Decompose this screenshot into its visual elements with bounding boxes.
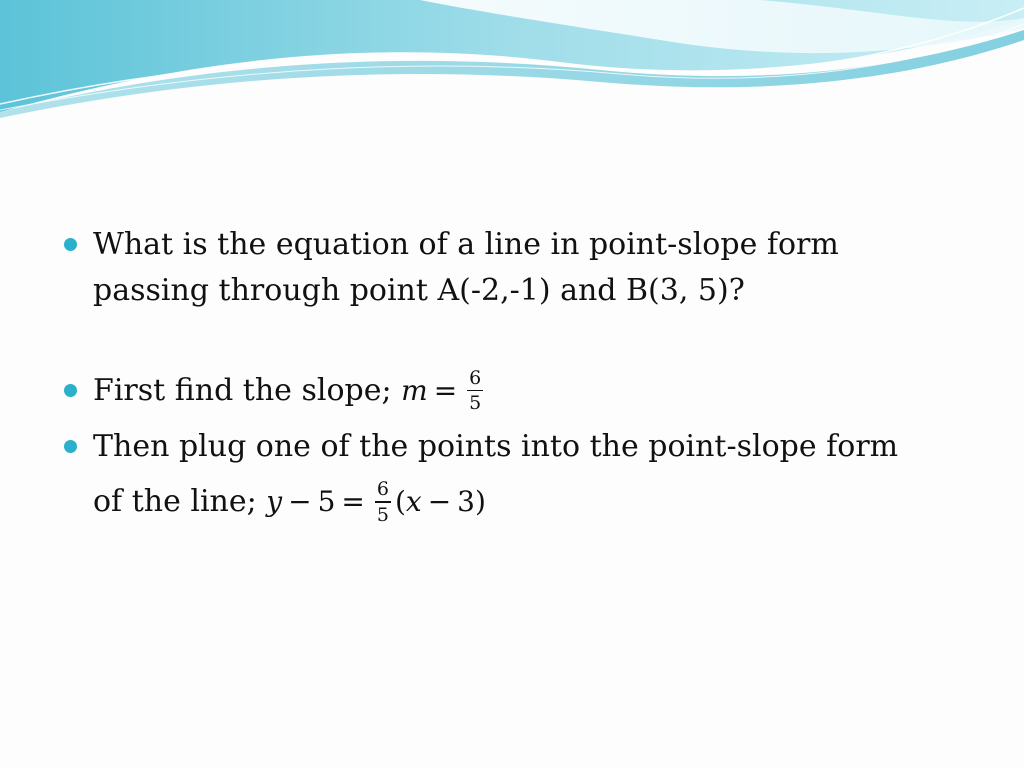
slope-fraction (375, 478, 391, 526)
minus-sign: − (288, 485, 312, 519)
header-wave-decoration (0, 0, 1024, 130)
bullet-dot (64, 384, 77, 397)
fraction-numerator: 6 (469, 366, 482, 389)
instruction-line-2 (93, 474, 982, 530)
slope-equation (401, 366, 487, 415)
bullet-slope (62, 368, 982, 416)
bullet-dot (64, 440, 77, 453)
number-five: 5 (317, 485, 336, 519)
equals-sign: = (433, 374, 458, 407)
instruction-line-1: Then plug one of the points into the point-slope form (93, 429, 899, 465)
fraction-bar (467, 390, 483, 392)
bullet-list (62, 222, 982, 530)
bullet-question (62, 222, 982, 314)
equals-sign: = (341, 485, 365, 519)
minus-sign: − (427, 485, 452, 519)
fraction-bar (375, 501, 391, 503)
var-x: x (405, 485, 422, 519)
fraction-numerator: 6 (376, 478, 389, 500)
instruction-line-2-text: of the line; (93, 484, 267, 520)
close-paren: ) (475, 485, 486, 519)
bullet-point-slope (62, 424, 982, 530)
open-paren: ( (394, 485, 406, 519)
fraction-denominator: 5 (469, 392, 482, 415)
fraction-denominator: 5 (376, 503, 389, 526)
slope-fraction (467, 367, 483, 415)
var-m: m (401, 374, 428, 407)
question-line-1: What is the equation of a line in point-slope form (93, 227, 839, 262)
bullet-dot (64, 238, 77, 251)
number-three: 3 (457, 485, 475, 519)
slope-text: First find the slope; (93, 373, 402, 408)
point-slope-equation (266, 478, 486, 526)
question-line-2: passing through point A(-2,-1) and B(3, 5)? (93, 273, 745, 308)
var-y: y (266, 485, 283, 519)
